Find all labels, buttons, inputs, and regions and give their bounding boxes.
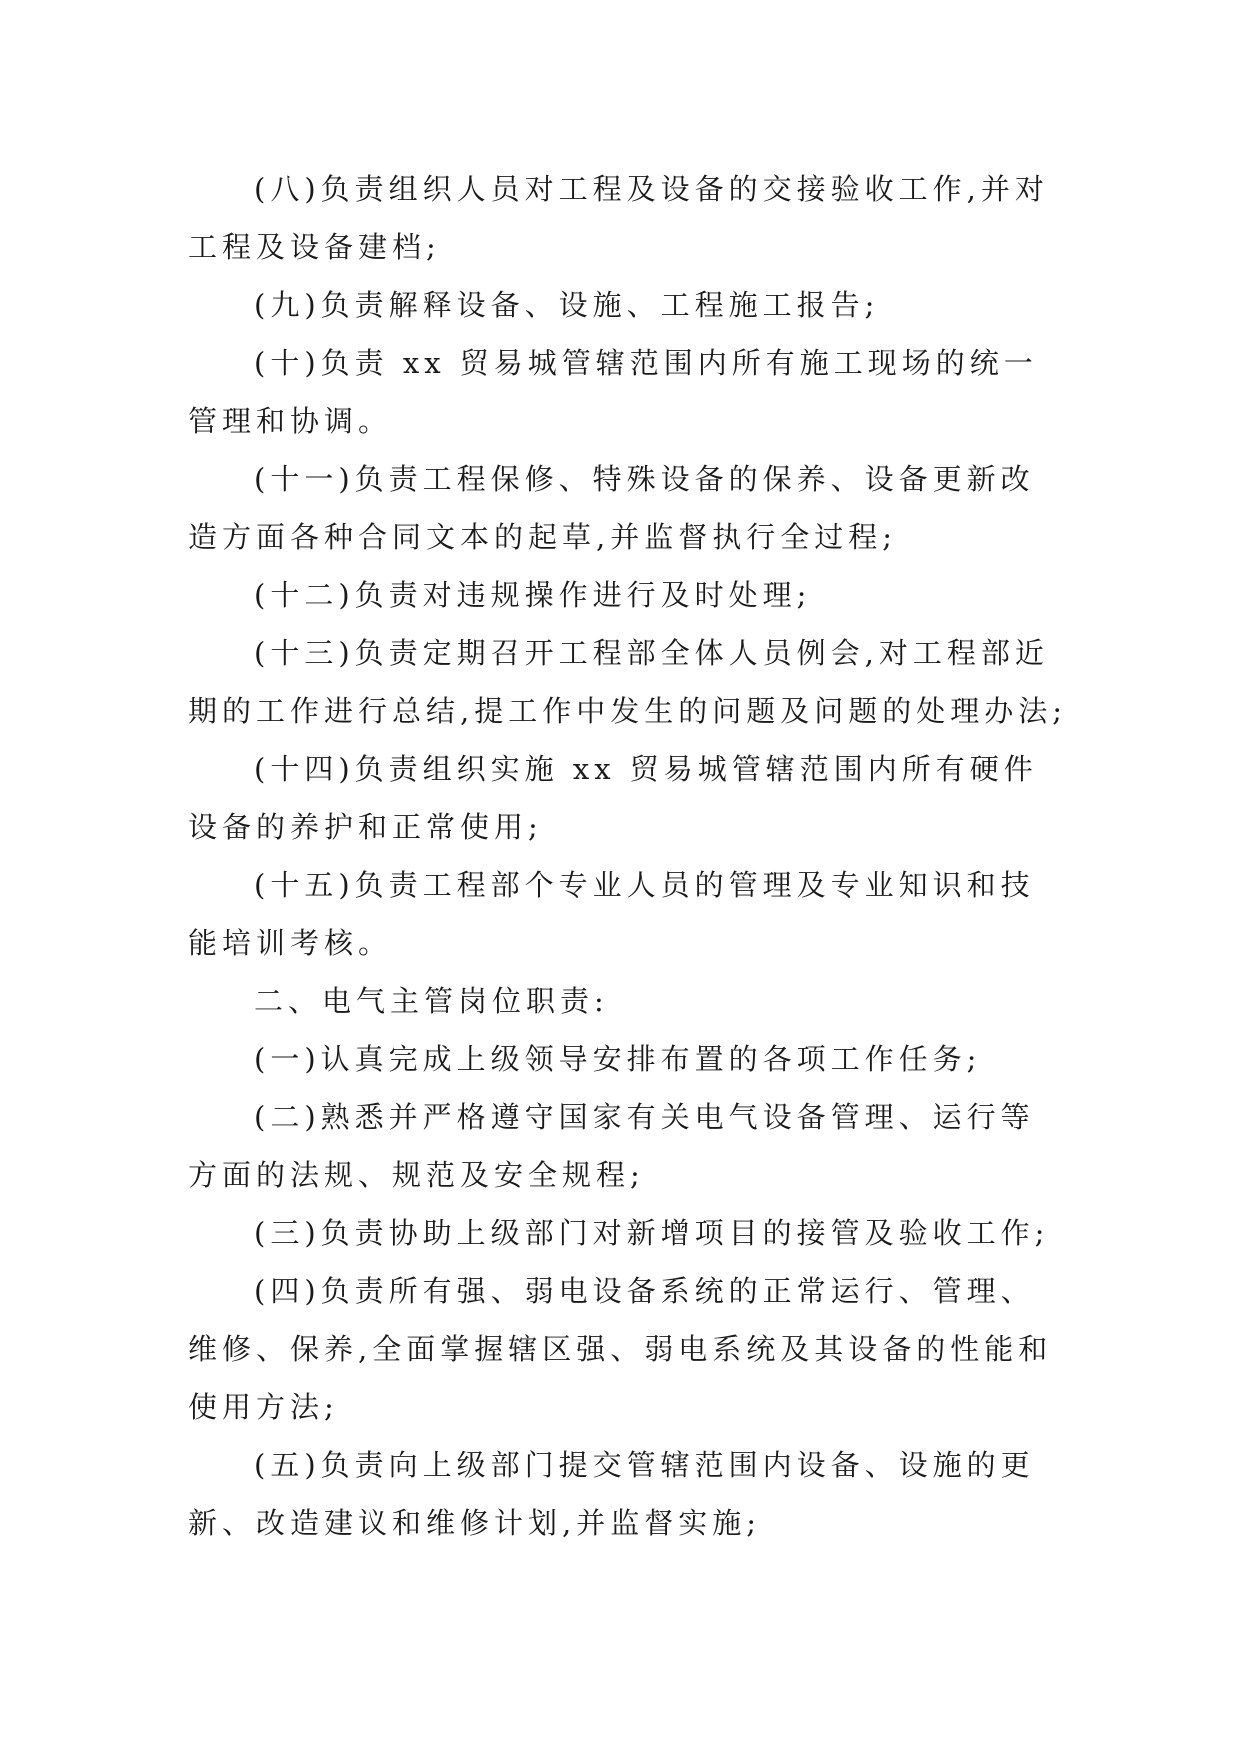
paragraph-item-9: (九)负责解释设备、设施、工程施工报告; <box>254 288 880 322</box>
paragraph-item-15: (十五)负责工程部个专业人员的管理及专业知识和技能培训考核。 <box>188 868 1035 960</box>
paragraph-item-10: (十)负责 xx 贸易城管辖范围内所有施工现场的统一管理和协调。 <box>188 346 1038 438</box>
paragraph-item-13: (十三)负责定期召开工程部全体人员例会,对工程部近期的工作进行总结,提工作中发生的问题及问题的处理办法; <box>188 636 1067 728</box>
paragraph-item-14: (十四)负责组织实施 xx 贸易城管辖范围内所有硬件设备的养护和正常使用; <box>188 752 1038 844</box>
paragraph-item-8: (八)负责组织人员对工程及设备的交接验收工作,并对工程及设备建档; <box>188 172 1049 264</box>
paragraph-item-12: (十二)负责对违规操作进行及时处理; <box>254 578 812 612</box>
paragraph-item-e3: (三)负责协助上级部门对新增项目的接管及验收工作; <box>254 1216 1050 1250</box>
paragraph-item-e4: (四)负责所有强、弱电设备系统的正常运行、管理、维修、保养,全面掌握辖区强、弱电系统及其设备的性能和使用方法; <box>188 1274 1053 1424</box>
paragraph-item-e2: (二)熟悉并严格遵守国家有关电气设备管理、运行等方面的法规、规范及安全规程; <box>188 1100 1035 1192</box>
paragraph-item-11: (十一)负责工程保修、特殊设备的保养、设备更新改造方面各种合同文本的起草,并监督执行全过程; <box>188 462 1035 554</box>
section-heading-electrical-supervisor: 二、电气主管岗位职责: <box>254 984 609 1018</box>
document-body <box>188 160 1068 1552</box>
paragraph-item-e5: (五)负责向上级部门提交管辖范围内设备、设施的更新、改造建议和维修计划,并监督实施; <box>188 1448 1035 1540</box>
paragraph-item-e1: (一)认真完成上级领导安排布置的各项工作任务; <box>254 1042 982 1076</box>
